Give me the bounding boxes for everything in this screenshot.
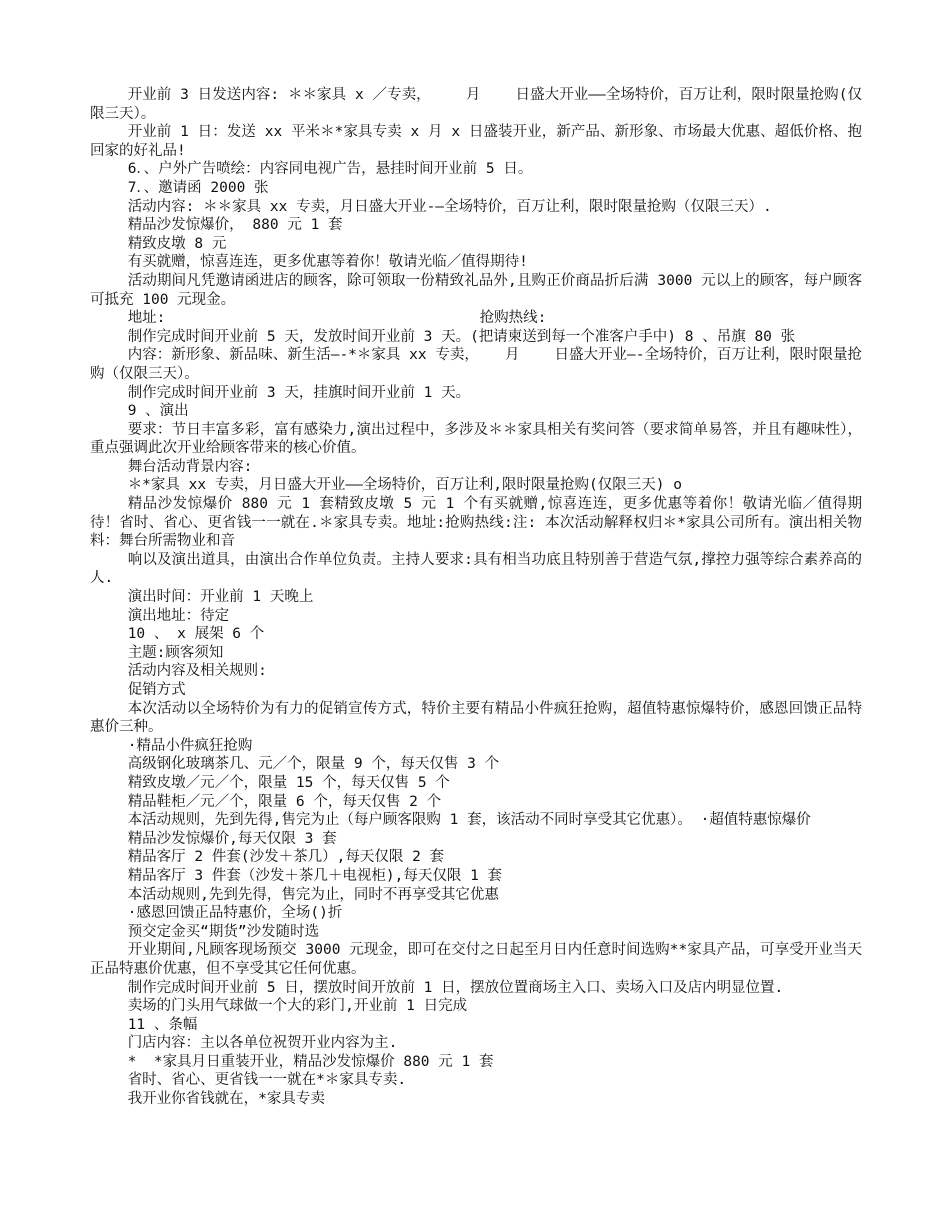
document-paragraph: 精致皮墩／元／个，限量 15 个，每天仅售 5 个 (127, 774, 450, 791)
document-paragraph: 有买就赠，惊喜连连，更多优惠等着你！敬请光临／值得期待! (127, 254, 528, 271)
document-paragraph: ＊*家具 xx 专卖，月日盛大开业——全场特价，百万让利,限时限量抢购(仅限三天) o (127, 477, 682, 494)
document-paragraph: 开业前 3 日发送内容: ＊＊家具 x ／专卖， 月 日盛大开业——全场特价，百万让利，限时限量抢购(仅限三天）。 (90, 87, 862, 122)
document-paragraph: 制作完成时间开业前 5 天，发放时间开业前 3 天。(把请柬送到每一个准客户手中) 8 、吊旗 80 张 (127, 328, 796, 345)
document-paragraph: 内容：新形象、新品味、新生活—-*＊家具 xx 专卖， 月 日盛大开业—-全场特价，百万让利，限时限量抢购（仅限三天）。 (90, 347, 862, 382)
document-paragraph: 舞台活动背景内容: (127, 458, 253, 475)
document-paragraph: 演出地址：待定 (127, 607, 230, 624)
document-paragraph: 演出时间：开业前 1 天晚上 (127, 589, 314, 606)
document-paragraph: * *家具月日重装开业，精品沙发惊爆价 880 元 1 套 (127, 1053, 494, 1070)
document-paragraph: 精致皮墩 8 元 (127, 235, 227, 252)
document-paragraph: 精品沙发惊爆价 880 元 1 套精致皮墩 5 元 1 个有买就赠,惊喜连连，更多优惠等着你！敬请光临／值得期待！省时、省心、更省钱一一就在.＊家具专卖。地址:抢购热线:注: 本次活动解释权归＊*家具公司所有。演出相关物料：舞台所需物业和音 (90, 496, 862, 550)
document-paragraph: 7．、邀请函 2000 张 (127, 179, 269, 196)
document-paragraph: 精品客厅 2 件套(沙发＋茶几）,每天仅限 2 套 (127, 849, 445, 866)
document-paragraph: 活动内容: ＊＊家具 xx 专卖，月日盛大开业-—全场特价，百万让利，限时限量抢购（仅限三天）. (127, 198, 772, 215)
document-paragraph: 高级钢化玻璃茶几、元／个，限量 9 个，每天仅售 3 个 (127, 756, 500, 773)
document-paragraph: 响以及演出道具，由演出合作单位负责。主持人要求:具有相当功底且特别善于营造气氛,撑控力强等综合素养高的人. (90, 551, 862, 587)
document-paragraph: ·感恩回馈正品特惠价，全场()折 (127, 905, 343, 922)
document-paragraph: 9 、演出 (127, 403, 189, 420)
document-paragraph: 活动期间凡凭邀请函进店的顾客，除可领取一份精致礼品外,且购正价商品折后满 3000 元以上的顾客，每户顾客可抵充 100 元现金。 (90, 272, 862, 308)
document-paragraph: 门店内容：主以各单位祝贺开业内容为主. (127, 1035, 398, 1052)
document-paragraph: 精品沙发惊爆价,每天仅限 3 套 (127, 830, 337, 847)
document-paragraph: 精品沙发惊爆价， 880 元 1 套 (127, 217, 343, 234)
document-paragraph: 预交定金买“期货”沙发随时选 (127, 923, 320, 940)
document-paragraph: 促销方式 (127, 682, 186, 698)
document-paragraph: 地址: 抢购热线: (127, 310, 547, 327)
document-paragraph: ·精品小件疯狂抢购 (127, 737, 253, 754)
document-paragraph: 本活动规则,先到先得，售完为止，同时不再享受其它优惠 (127, 886, 499, 903)
document-paragraph: 本次活动以全场特价为有力的促销宣传方式，特价主要有精品小件疯狂抢购，超值特惠惊爆特价，感恩回馈正品特惠价三种。 (90, 700, 862, 736)
document-paragraph: 11 、条幅 (127, 1016, 198, 1033)
document-paragraph: 开业期间,凡顾客现场预交 3000 元现金，即可在交付之日起至月日内任意时间选购**家具产品，可享受开业当天正品特惠价优惠，但不享受其它任何优惠。 (90, 942, 862, 977)
document-paragraph: 10 、 x 展架 6 个 (127, 626, 265, 643)
document-paragraph: 制作完成时间开业前 5 日，摆放时间开放前 1 日，摆放位置商场主入口、卖场入口及店内明显位置. (127, 979, 784, 996)
document-paragraph: 主题:顾客须知 (127, 644, 224, 661)
document-paragraph: 活动内容及相关规则: (127, 663, 267, 680)
document-paragraph: 6．、户外广告喷绘：内容同电视广告，悬挂时间开业前 5 日。 (127, 161, 533, 178)
document-paragraph: 精品客厅 3 件套（沙发＋茶几＋电视柜),每天仅限 1 套 (127, 867, 503, 884)
document-paragraph: 卖场的门头用气球做一个大的彩门,开业前 1 日完成 (127, 998, 468, 1015)
document-paragraph: 要求：节日丰富多彩，富有感染力,演出过程中，多涉及＊＊家具相关有奖问答（要求简单易答，并且有趣味性），重点强调此次开业给顾客带来的核心价值。 (90, 421, 862, 457)
document-paragraph: 我开业你省钱就在，*家具专卖 (127, 1091, 325, 1108)
document-paragraph: 制作完成时间开业前 3 天，挂旗时间开业前 1 天。 (127, 384, 471, 401)
document-paragraph: 省时、省心、更省钱一一就在*＊家具专卖. (127, 1072, 407, 1089)
document-paragraph: 精品鞋柜／元／个，限量 6 个，每天仅售 2 个 (127, 793, 442, 810)
document-paragraph: 本活动规则，先到先得,售完为止（每户顾客限购 1 套，该活动不同时享受其它优惠）。 ·超值特惠惊爆价 (127, 812, 811, 829)
document-paragraph: 开业前 1 日：发送 xx 平米＊*家具专卖 x 月 x 日盛装开业，新产品、新形象、市场最大优惠、超低价格、抱回家的好礼品! (90, 124, 862, 159)
